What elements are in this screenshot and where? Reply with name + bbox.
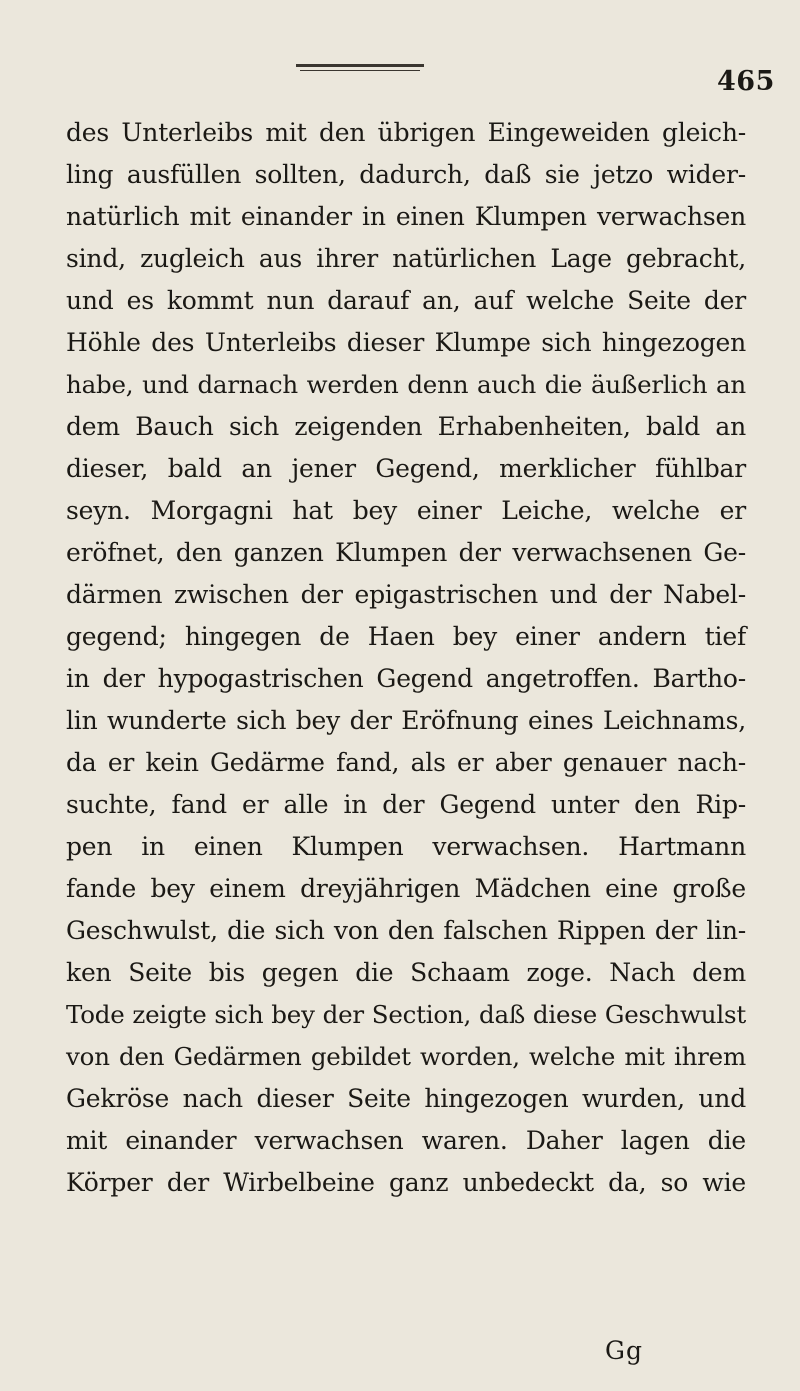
text-line: dieser, bald an jener Gegend, merklicher fühlbar: [66, 454, 746, 483]
text-line: mit einander verwachsen waren. Daher lagen die: [66, 1126, 746, 1155]
text-line: dem Bauch sich zeigenden Erhabenheiten, bald an: [66, 412, 746, 441]
text-line: Körper der Wirbelbeine ganz unbedeckt da, so wie: [66, 1168, 746, 1197]
text-line: des Unterleibs mit den übrigen Eingeweiden gleich-: [66, 118, 746, 147]
text-line: pen in einen Klumpen verwachsen. Hartmann: [66, 832, 746, 861]
text-line: Gekröse nach dieser Seite hingezogen wurden, und: [66, 1084, 746, 1113]
text-line: von den Gedärmen gebildet worden, welche mit ihrem: [66, 1042, 746, 1071]
text-line: fande bey einem dreyjährigen Mädchen eine große: [66, 874, 746, 903]
text-line: suchte, fand er alle in der Gegend unter den Rip-: [66, 790, 746, 819]
text-line: natürlich mit einander in einen Klumpen verwachsen: [66, 202, 746, 231]
text-line: Geschwulst, die sich von den falschen Rippen der lin-: [66, 916, 746, 945]
page-number: 465: [717, 66, 775, 97]
body-text: [66, 112, 746, 1204]
text-line: därmen zwischen der epigastrischen und der Nabel-: [66, 580, 746, 609]
text-line: und es kommt nun darauf an, auf welche Seite der: [66, 286, 746, 315]
text-line: sind, zugleich aus ihrer natürlichen Lage gebracht,: [66, 244, 746, 273]
text-line: Tode zeigte sich bey der Section, daß diese Geschwulst: [66, 1000, 746, 1029]
signature-mark: Gg: [605, 1336, 643, 1365]
text-line: Höhle des Unterleibs dieser Klumpe sich hingezogen: [66, 328, 746, 357]
text-line: lin wunderte sich bey der Eröfnung eines Leichnams,: [66, 706, 746, 735]
text-line: da er kein Gedärme fand, als er aber genauer nach-: [66, 748, 746, 777]
text-line: ken Seite bis gegen die Schaam zoge. Nach dem: [66, 958, 746, 987]
text-line: eröfnet, den ganzen Klumpen der verwachsenen Ge-: [66, 538, 746, 567]
header-rule-thin: [300, 70, 420, 71]
text-line: gegend; hingegen de Haen bey einer andern tief: [66, 622, 746, 651]
header-rule: [296, 64, 424, 67]
text-line: in der hypogastrischen Gegend angetroffen. Bartho-: [66, 664, 746, 693]
text-line: seyn. Morgagni hat bey einer Leiche, welche er: [66, 496, 746, 525]
text-line: ling ausfüllen sollten, dadurch, daß sie jetzo wider-: [66, 160, 746, 189]
text-line: habe, und darnach werden denn auch die äußerlich an: [66, 370, 746, 399]
